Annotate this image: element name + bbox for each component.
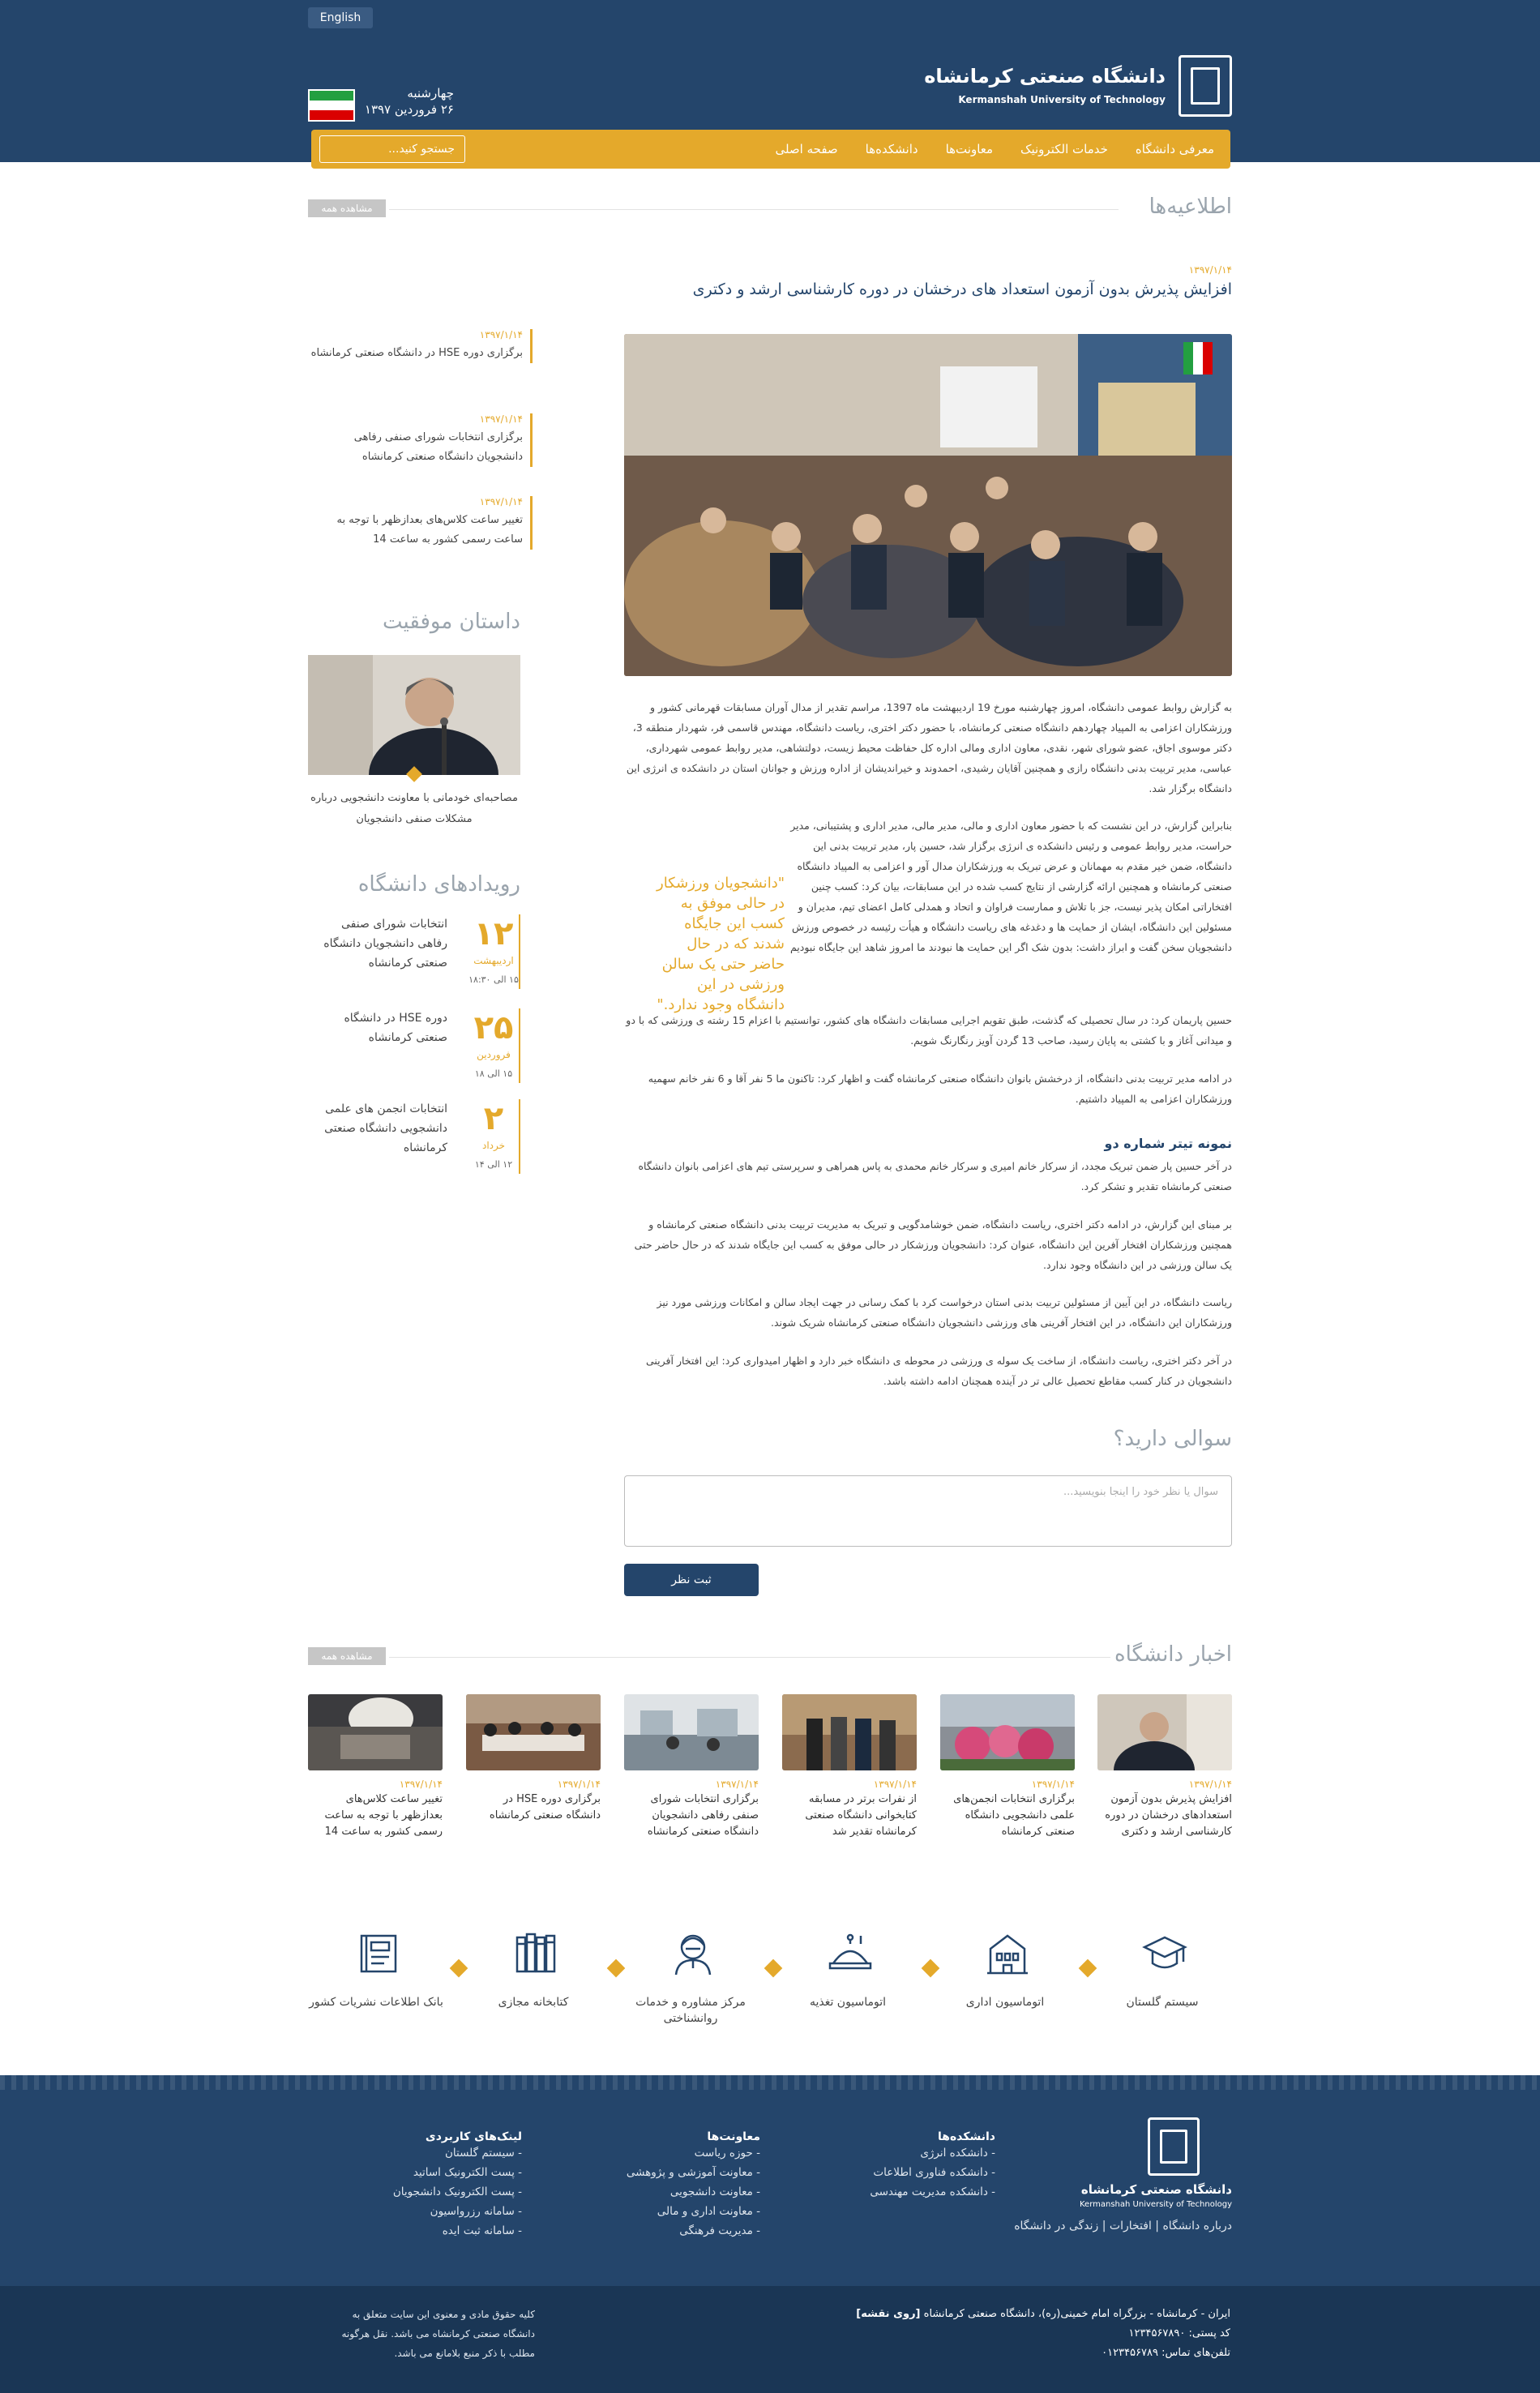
footer-link[interactable]: - پست الکترونیک اساتید: [413, 2166, 522, 2179]
question-textarea[interactable]: سوال یا نظر خود را اینجا بنویسید...: [624, 1475, 1232, 1547]
footer-university-name-en: Kermanshah University of Technology: [1079, 2200, 1232, 2209]
article-photo: [624, 334, 1232, 676]
footer-link[interactable]: - معاونت آموزشی و پژوهشی: [626, 2166, 760, 2179]
article-paragraph-4: در ادامه مدیر تربیت بدنی دانشگاه، از درخشش بانوان دانشگاه صنعتی کرمانشاه گفت و اظهار کرد: تاکنون ما 5 نفر آقا و 6 نفر خانم سهمیه ورزشکاران اعزامی به المپیاد داشتیم.: [648, 1072, 1232, 1105]
events-title: رویدادهای دانشگاه: [357, 872, 520, 897]
sidebar-announcement-date: ۱۳۹۷/۱/۱۴: [479, 413, 523, 425]
news-thumbnail: [308, 1694, 443, 1770]
service-label: کتابخانه مجازی: [498, 1996, 569, 2009]
article-paragraph-8: در آخر دکتر اختری، ریاست دانشگاه، از ساخت یک سوله ی ورزشی در محوطه ی دانشگاه خبر دارد و اظهار امیدواری کرد: این افتخار آفرینی دانشجویان در کنار کسب مقاطع تحصیل عالی تر در آینده همچنان ادامه داشته باشد.: [645, 1355, 1232, 1387]
article-pull-quote: "دانشجویان ورزشکار در حالی موفق به کسب این جایگاه شدند که در حال حاضر حتی یک سالن ورزشی در این دانشگاه وجود ندارد.": [657, 875, 785, 1013]
success-story-photo[interactable]: [308, 655, 520, 775]
footer-pattern: [0, 2075, 1540, 2090]
news-title: از نفرات برتر در مسابقه کتابخوانی دانشگاه صنعتی کرمانشاه تقدیر شد: [805, 1793, 917, 1838]
news-title: افزایش پذیرش بدون آزمون استعدادهای درخشان در دوره کارشناسی ارشد و دکتری: [1105, 1793, 1232, 1838]
sidebar-announcement[interactable]: [308, 496, 523, 550]
news-date: ۱۳۹۷/۱/۱۴: [557, 1779, 601, 1790]
article-paragraph-7: ریاست دانشگاه، در این آیین از مسئولین تربیت بدنی استان درخواست کرد با کمک رسانی در جهت ایجاد سالن و امکانات ورزشی مورد نیز ورزشکاران این دانشگاه، در این افتخار آفرینی های ورزشی دانشجویان دانشگاه صنعتی کرمانشاه شریک شوند.: [657, 1296, 1232, 1329]
event-hours: ۱۵ الی ۱۸: [474, 1068, 513, 1079]
food-icon: [825, 1928, 875, 1978]
announcements-heading: [308, 195, 1232, 222]
footer-faculties-title: دانشکده‌ها: [938, 2130, 995, 2143]
footer-copyright: کلیه حقوق مادی و معنوی این سایت متعلق به دانشگاه صنعتی کرمانشاه می باشد. نقل هرگونه مطلب با ذکر منبع بلامانع می باشد.: [341, 2309, 535, 2359]
accent-bar: [530, 413, 533, 467]
event-month: فروردین: [477, 1049, 511, 1060]
accent-bar: [530, 329, 533, 363]
event-title: انتخابات انجمن های علمی دانشجویی دانشگاه صنعتی کرمانشاه: [324, 1102, 447, 1154]
news-title: برگزاری دوره HSE در دانشگاه صنعتی کرمانشاه: [489, 1793, 601, 1822]
submit-question-button[interactable]: ثبت نظر: [624, 1564, 759, 1596]
news-view-all-button[interactable]: مشاهده همه: [308, 1647, 386, 1665]
nav-item-home[interactable]: صفحه اصلی: [775, 142, 838, 156]
service-label: بانک اطلاعات نشریات کشور: [309, 1996, 443, 2009]
search-input[interactable]: جستجو کنید...: [319, 135, 465, 163]
announcements-title: اطلاعیه‌ها: [1149, 195, 1232, 219]
news-title: تغییر ساعت کلاس‌های بعدازظهر با توجه به ساعت رسمی کشور به ساعت 14: [324, 1793, 443, 1838]
event-item[interactable]: [302, 1099, 520, 1174]
graduation-cap-icon: [1140, 1928, 1190, 1978]
event-date-box: [468, 1008, 520, 1083]
building-icon: [982, 1928, 1033, 1978]
service-virtual-library[interactable]: [452, 1928, 614, 2033]
footer-bottom-bar: [0, 2286, 1540, 2393]
event-month: اردیبهشت: [473, 955, 514, 966]
article-paragraph-1: به گزارش روابط عمومی دانشگاه، امروز چهارشنبه مورخ 19 اردیبهشت ماه 1397، مراسم تقدیر از مدال آوران مسابقات قهرمانی کشور و ورزشکاران اعزامی به المپیاد چهاردهم دانشگاه صنعتی کرمانشاه، با حضور دکتر اختری، ریاست دانشگاه، مهندس قاسمی فر، شهردار منطقه 3، دکتر موسوی اجاق، عضو شورای شهر، نقدی، معاون اداری ومالی اداره کل حفاظت محیط زیست، دولتشاهی، مدیر روابط عمومی شهرداری، عباسی، مدیر تربیت بدنی دانشگاه رازی و همچنین آقایان رشیدی، احمدوند و خیراندیشان از اداره ورزش و جوانان استان در دانشکده ی انرژی این دانشگاه برگزار شد.: [626, 701, 1232, 794]
news-date: ۱۳۹۷/۱/۱۴: [715, 1779, 759, 1790]
service-label: سیستم گلستان: [1126, 1996, 1199, 2009]
news-title: اخبار دانشگاه: [1114, 1642, 1232, 1667]
footer-university-name-fa: دانشگاه صنعتی کرمانشاه: [1080, 2182, 1232, 2197]
news-thumbnail: [1097, 1694, 1232, 1770]
footer-link[interactable]: - سامانه رزرواسیون: [430, 2205, 522, 2218]
footer-useful-links: [360, 2130, 522, 2241]
article-paragraph-6: بر مبنای این گزارش، در ادامه دکتر اختری، ریاست دانشگاه، ضمن خوشامدگویی و تبریک به مدیریت تربیت بدنی دانشگاه صنعتی کرمانشاه و همچنین ورزشکاران افتخار آفرین این دانشگاه، عنوان کرد: دانشجویان ورزشکار در حالی موفق به کسب این جایگاه شدند که در حال حاضر حتی یک سالن ورزشی در این دانشگاه وجود ندارد.: [634, 1218, 1232, 1271]
service-counseling[interactable]: [610, 1928, 772, 2033]
article-subheading: نمونه تیتر شماره دو: [1104, 1136, 1232, 1151]
question-title: سوالی دارید؟: [1113, 1427, 1232, 1451]
accent-bar: [530, 496, 533, 550]
journal-icon: [353, 1928, 404, 1978]
news-card[interactable]: [1097, 1694, 1232, 1840]
news-thumbnail: [466, 1694, 601, 1770]
news-card[interactable]: [782, 1694, 917, 1840]
sidebar-announcement[interactable]: [308, 329, 523, 363]
service-label: اتوماسیون تغذیه: [809, 1996, 887, 2009]
news-date: ۱۳۹۷/۱/۱۴: [399, 1779, 443, 1790]
nav-item-e-services[interactable]: خدمات الکترونیک: [1020, 142, 1108, 156]
event-item[interactable]: [302, 914, 520, 989]
event-date-box: [468, 1099, 520, 1174]
iran-flag-icon: [308, 89, 355, 122]
article-paragraph-3: حسین پاریمان کرد: در سال تحصیلی که گذشت، طبق تقویم اجرایی مسابقات دانشگاه های کشور، توانستیم با اعزام 15 رشته ی ورزشی که با دو و میدانی آغاز و با کشتی به پایان رسید، صاحب 13 گردن آویز رنگارنگ شویم.: [626, 1014, 1232, 1047]
news-title: برگزاری انتخابات شورای صنفی رفاهی دانشجویان دانشگاه صنعتی کرمانشاه: [647, 1793, 759, 1838]
footer-faculties: [833, 2130, 995, 2202]
news-thumbnail: [782, 1694, 917, 1770]
news-date: ۱۳۹۷/۱/۱۴: [873, 1779, 917, 1790]
university-emblem-icon: [1179, 55, 1232, 117]
main-navbar: [311, 130, 1230, 169]
footer-link[interactable]: - سیستم گلستان: [445, 2147, 522, 2160]
article-paragraph-2-text: بنابراین گزارش، در این نشست که با حضور معاون اداری و مالی، مدیر مالی، مدیر اداری و پشتیبانی، مدیر حراست، مدیر روابط عمومی و رئیس دانشکده ی انرژی برگزار شد، حسین پار، مدیر تربیت بدنی این دانشگاه، ضمن خیر مقدم به مهمانان و عرض تبریک به ورزشکاران مدال آور و اعزامی به المپیاد دانشگاه صنعتی کرمانشاه و همچنین ارائه گزارشی از نتایج کسب شده در این مسابقات، بیان کرد: کسب چنین افتخاراتی امکان پذیر نیست، جز با تلاش و ممارست فراوان و اتحاد و همدلی کامل اعضای تیم، مدیران و مسئولین این دانشگاه، ایشان از حمایت ها و دغدغه های ریاست دانشگاه و هیأت رئیسه در خصوص ورزش دانشجویان سخن گفت و ابراز داشت: بدون شک اگر این حمایت ها نبودند ما امروز شاهد این جایگاه نبودیم: [789, 820, 1232, 953]
sidebar-announcement-text: برگزاری انتخابات شورای صنفی رفاهی دانشجویان دانشگاه صنعتی کرمانشاه: [353, 431, 523, 463]
article-paragraph-5: در آخر حسین پار ضمن تبریک مجدد، از سرکار خانم امیری و سرکار خانم محمدی به پاس همراهی و سرپرستی تیم های اعزامی بانوان دانشگاه صنعتی کرمانشاه تقدیر و تشکر کرد.: [638, 1160, 1232, 1192]
footer-logo[interactable]: [1078, 2117, 1232, 2215]
nav-item-deputies[interactable]: معاونت‌ها: [945, 142, 994, 156]
news-card[interactable]: [940, 1694, 1075, 1840]
event-date-box: [468, 914, 520, 989]
counselor-icon: [668, 1928, 718, 1978]
footer-link[interactable]: - حوزه ریاست: [694, 2147, 760, 2160]
sidebar-announcement-text: برگزاری دوره HSE در دانشگاه صنعتی کرمانشاه: [310, 347, 523, 359]
footer-contact: [776, 2305, 1230, 2363]
books-icon: [511, 1928, 561, 1978]
footer-deputies-title: معاونت‌ها: [707, 2130, 760, 2143]
news-card[interactable]: [308, 1694, 443, 1840]
news-date: ۱۳۹۷/۱/۱۴: [1188, 1779, 1232, 1790]
news-thumbnail: [624, 1694, 759, 1770]
nav-item-faculties[interactable]: دانشکده‌ها: [865, 142, 918, 156]
weekday: چهارشنبه: [407, 86, 454, 101]
footer-link[interactable]: - پست الکترونیک دانشجویان: [392, 2185, 522, 2198]
news-card[interactable]: [466, 1694, 601, 1824]
footer-postal: کد پستی: ۱۲۳۴۵۶۷۸۹۰: [1128, 2327, 1230, 2339]
service-journal-database[interactable]: [295, 1928, 457, 2033]
footer-link[interactable]: - دانشکده فناوری اطلاعات: [873, 2166, 995, 2179]
news-thumbnail: [940, 1694, 1075, 1770]
university-name-fa: دانشگاه صنعتی کرمانشاه: [924, 65, 1166, 88]
service-label: مرکز مشاوره و خدمات روانشناختی: [635, 1996, 746, 2025]
event-title: دوره HSE در دانشگاه صنعتی کرمانشاه: [344, 1012, 447, 1044]
divider: [389, 209, 1119, 210]
service-office-automation[interactable]: [924, 1928, 1086, 2033]
success-story-title: داستان موفقیت: [382, 610, 520, 634]
sidebar-announcement-date: ۱۳۹۷/۱/۱۴: [479, 496, 523, 507]
university-name-en: Kermanshah University of Technology: [958, 94, 1166, 105]
sidebar-announcement[interactable]: [308, 413, 523, 467]
success-story-caption[interactable]: مصاحبه‌ای خودمانی با معاونت دانشجویی درباره مشکلات صنفی دانشجویان: [310, 792, 518, 825]
service-food-automation[interactable]: [767, 1928, 929, 2033]
date-box: [308, 86, 454, 123]
event-title: انتخابات شورای صنفی رفاهی دانشجویان دانشگاه صنعتی کرمانشاه: [323, 918, 447, 970]
divider: [389, 1657, 1110, 1658]
footer-about-links[interactable]: درباره دانشگاه | افتخارات | زندگی در دانشگاه: [1014, 2220, 1232, 2232]
news-date: ۱۳۹۷/۱/۱۴: [1031, 1779, 1075, 1790]
site-logo[interactable]: [924, 55, 1232, 117]
university-emblem-icon: [1148, 2117, 1200, 2176]
footer-link[interactable]: - معاونت اداری و مالی: [657, 2205, 760, 2218]
footer-address: ایران - کرمانشاه - بزرگراه امام خمینی(ره)، دانشگاه صنعتی کرمانشاه: [923, 2308, 1230, 2320]
nav-item-about[interactable]: معرفی دانشگاه: [1135, 142, 1214, 156]
sidebar-announcement-date: ۱۳۹۷/۱/۱۴: [479, 329, 523, 340]
footer-phone: تلفن‌های تماس: ۰۱۲۳۴۵۶۷۸۹: [1102, 2347, 1230, 2359]
nav-menu: [775, 130, 1214, 169]
footer-link[interactable]: - سامانه ثبت ایده: [442, 2224, 522, 2237]
event-day: ۲۵: [473, 1009, 514, 1047]
map-link[interactable]: [روی نقشه]: [856, 2308, 921, 2320]
sidebar-announcement-text: تغییر ساعت کلاس‌های بعدازظهر با توجه به ساعت رسمی کشور به ساعت 14: [336, 514, 523, 546]
footer-link[interactable]: - معاونت دانشجویی: [669, 2185, 760, 2198]
service-golestan[interactable]: [1081, 1928, 1243, 2033]
current-date: ۲۶ فروردین ۱۳۹۷: [364, 102, 454, 117]
article-title: افزایش پذیرش بدون آزمون استعداد های درخشان در دوره کارشناسی ارشد و دکتری: [692, 280, 1232, 298]
footer-link[interactable]: - دانشکده انرژی: [920, 2147, 995, 2160]
news-title: برگزاری انتخابات انجمن‌های علمی دانشجویی دانشگاه صنعتی کرمانشاه: [953, 1793, 1075, 1838]
footer-links-title: لینک‌های کاربردی: [425, 2130, 522, 2143]
event-month: خرداد: [481, 1140, 506, 1151]
event-hours: ۱۵ الی ۱۸:۳۰: [468, 974, 519, 985]
footer-link[interactable]: - دانشکده مدیریت مهندسی: [870, 2185, 995, 2198]
article-date: ۱۳۹۷/۱/۱۴: [1188, 264, 1232, 276]
event-day: ۱۲: [473, 915, 514, 952]
news-card[interactable]: [624, 1694, 759, 1840]
news-heading: [308, 1642, 1232, 1670]
event-day: ۲: [483, 1100, 504, 1137]
service-label: اتوماسیون اداری: [965, 1996, 1045, 2009]
announcements-view-all-button[interactable]: مشاهده همه: [308, 199, 386, 217]
event-item[interactable]: [302, 1008, 520, 1083]
footer-link[interactable]: - مدیریت فرهنگی: [679, 2224, 760, 2237]
language-switch-button[interactable]: English: [308, 7, 373, 28]
footer-deputies: [598, 2130, 760, 2241]
event-hours: ۱۲ الی ۱۴: [474, 1159, 513, 1170]
